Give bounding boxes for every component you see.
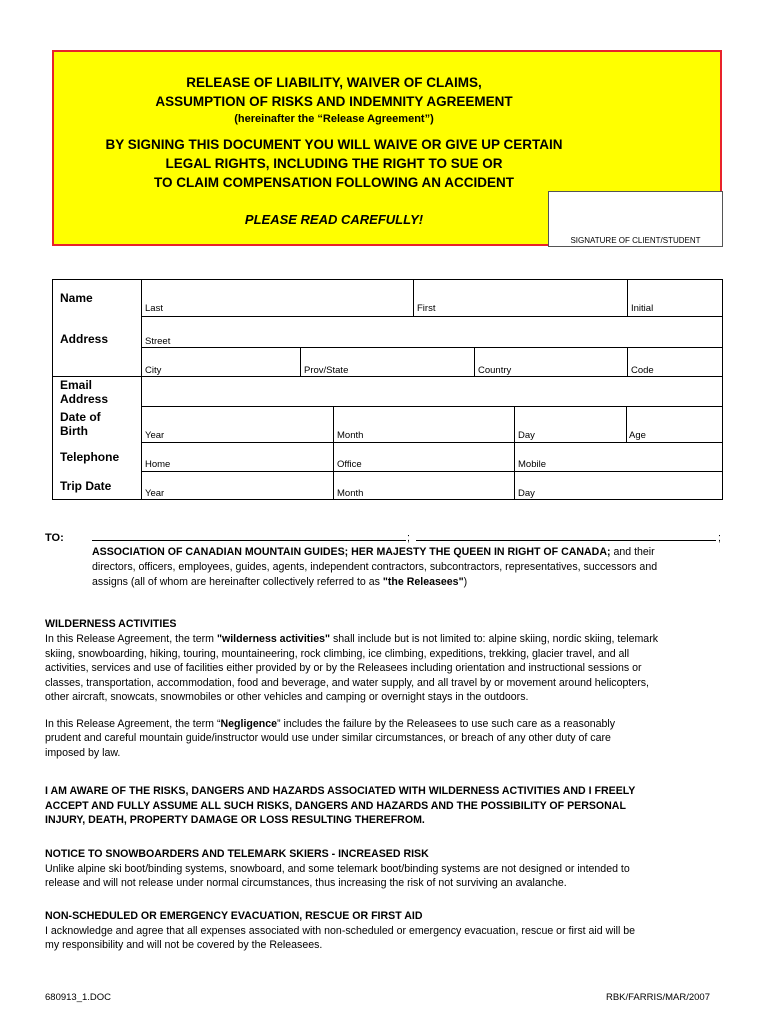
releasee-input-2[interactable] <box>416 526 714 539</box>
trip-day-input[interactable] <box>517 474 720 487</box>
email-label-line-1: Email <box>60 378 93 392</box>
prov-state-caption: Prov/State <box>304 365 349 376</box>
wilderness-line-1: In this Release Agreement, the term "wilderness activities" shall include but is not limited to: alpine skiing, nordic skiing, telemark <box>45 633 659 645</box>
telephone-label: Telephone <box>60 450 120 464</box>
trip-date-label: Trip Date <box>60 479 112 493</box>
mobile-phone-caption: Mobile <box>518 459 546 470</box>
releasee-input-1[interactable] <box>92 526 404 539</box>
warning-line-2: LEGAL RIGHTS, INCLUDING THE RIGHT TO SUE OR <box>165 156 503 171</box>
street-input[interactable] <box>180 319 720 335</box>
home-phone-caption: Home <box>145 459 171 470</box>
trip-year-input[interactable] <box>144 474 330 487</box>
releasees-line-1: ASSOCIATION OF CANADIAN MOUNTAIN GUIDES; HER MAJESTY THE QUEEN IN RIGHT OF CANADA; and their <box>92 546 655 558</box>
trip-month-input[interactable] <box>336 474 511 487</box>
dob-label-line-2: Birth <box>60 424 88 438</box>
first-name-input[interactable] <box>416 282 624 300</box>
name-label: Name <box>60 291 93 305</box>
dob-year-caption: Year <box>145 430 165 441</box>
wilderness-heading: WILDERNESS ACTIVITIES <box>45 618 177 630</box>
footer-doc-id: 680913_1.DOC <box>45 992 112 1003</box>
semicolon-1: ; <box>407 532 410 544</box>
footer-author-date: RBK/FARRIS/MAR/2007 <box>605 992 710 1003</box>
dob-month-input[interactable] <box>336 409 511 428</box>
office-phone-caption: Office <box>337 459 362 470</box>
initial-caption: Initial <box>631 303 654 314</box>
releasees-line-3: assigns (all of whom are hereinafter collectively referred to as "the Releasees") <box>92 576 468 588</box>
dob-year-input[interactable] <box>144 409 330 428</box>
dob-day-caption: Day <box>518 430 535 441</box>
negligence-line-1: In this Release Agreement, the term “Negligence” includes the failure by the Releasees to use such care as a reasonably <box>45 718 616 730</box>
warning-line-3: TO CLAIM COMPENSATION FOLLOWING AN ACCIDENT <box>154 175 514 190</box>
negligence-line-3: imposed by law. <box>45 747 121 759</box>
home-phone-input[interactable] <box>144 445 330 458</box>
wilderness-line-2: skiing, snowboarding, hiking, touring, mountaineering, rock climbing, ice climbing, expeditions, trekking, glacier travel, and all <box>45 648 630 660</box>
postal-code-input[interactable] <box>630 349 720 364</box>
title-line-1: RELEASE OF LIABILITY, WAIVER OF CLAIMS, <box>186 75 482 90</box>
aware-line-3: INJURY, DEATH, PROPERTY DAMAGE OR LOSS RESULTING THEREFROM. <box>45 814 425 826</box>
address-label: Address <box>60 332 109 346</box>
street-caption: Street <box>145 336 171 347</box>
notice-line-1: Unlike alpine ski boot/binding systems, snowboard, and some telemark boot/binding systems are not designed or intended to <box>45 863 630 875</box>
last-name-input[interactable] <box>144 282 410 300</box>
office-phone-input[interactable] <box>336 445 511 458</box>
mobile-phone-input[interactable] <box>517 445 720 458</box>
postal-code-caption: Code <box>631 365 654 376</box>
semicolon-2: ; <box>718 532 721 544</box>
notice-heading: NOTICE TO SNOWBOARDERS AND TELEMARK SKIERS - INCREASED RISK <box>45 848 429 860</box>
negligence-line-2: prudent and careful mountain guide/instructor would use under similar circumstances, or breach of any other duty of care <box>45 732 611 744</box>
releasees-line-2: directors, officers, employees, guides, agents, independent contractors, subcontractors, representatives, successors and <box>92 561 658 573</box>
title-line-2: ASSUMPTION OF RISKS AND INDEMNITY AGREEMENT <box>155 94 513 109</box>
aware-line-2: ACCEPT AND FULLY ASSUME ALL SUCH RISKS, DANGERS AND HAZARDS AND THE POSSIBILITY OF PERSONAL <box>45 800 626 812</box>
prov-state-input[interactable] <box>303 349 471 364</box>
country-caption: Country <box>478 365 512 376</box>
dob-label-line-1: Date of <box>60 410 101 424</box>
city-caption: City <box>145 365 162 376</box>
last-name-caption: Last <box>145 303 163 314</box>
country-input[interactable] <box>477 349 624 364</box>
signature-label: SIGNATURE OF CLIENT/STUDENT <box>570 236 701 245</box>
wilderness-line-4: classes, transportation, accommodation, food and beverage, and water supply, and all travel by or movement around helicopters, <box>45 677 649 689</box>
trip-month-caption: Month <box>337 488 364 499</box>
dob-month-caption: Month <box>337 430 364 441</box>
age-input[interactable] <box>629 409 720 428</box>
dob-day-input[interactable] <box>517 409 623 428</box>
to-label: TO: <box>45 532 64 544</box>
evacuation-heading: NON-SCHEDULED OR EMERGENCY EVACUATION, RESCUE OR FIRST AID <box>45 910 423 922</box>
city-input[interactable] <box>144 349 297 364</box>
age-caption: Age <box>629 430 646 441</box>
email-input[interactable] <box>144 380 720 404</box>
initial-input[interactable] <box>630 282 720 300</box>
notice-line-2: release and will not release under normal circumstances, thus increasing the risk of not surviving an avalanche. <box>45 877 567 889</box>
trip-year-caption: Year <box>145 488 165 499</box>
evacuation-line-2: my responsibility and will not be covered by the Releasees. <box>45 939 323 951</box>
first-name-caption: First <box>417 303 436 314</box>
please-read-carefully: PLEASE READ CAREFULLY! <box>244 212 424 227</box>
aware-line-1: I AM AWARE OF THE RISKS, DANGERS AND HAZARDS ASSOCIATED WITH WILDERNESS ACTIVITIES AND I FREELY <box>45 785 636 797</box>
evacuation-line-1: I acknowledge and agree that all expenses associated with non-scheduled or emergency evacuation, rescue or first aid will be <box>45 925 636 937</box>
email-label-line-2: Address <box>60 392 109 406</box>
warning-line-1: BY SIGNING THIS DOCUMENT YOU WILL WAIVE OR GIVE UP CERTAIN <box>105 137 563 152</box>
title-line-3: (hereinafter the “Release Agreement”) <box>234 113 434 125</box>
trip-day-caption: Day <box>518 488 535 499</box>
wilderness-line-3: activities, services and use of facilities either provided by or by the Releasees including orientation and instructional sessions or <box>45 662 642 674</box>
wilderness-line-5: other aircraft, snowcats, snowmobiles or other vehicles and camping or overnight stays in the outdoors. <box>45 691 529 703</box>
